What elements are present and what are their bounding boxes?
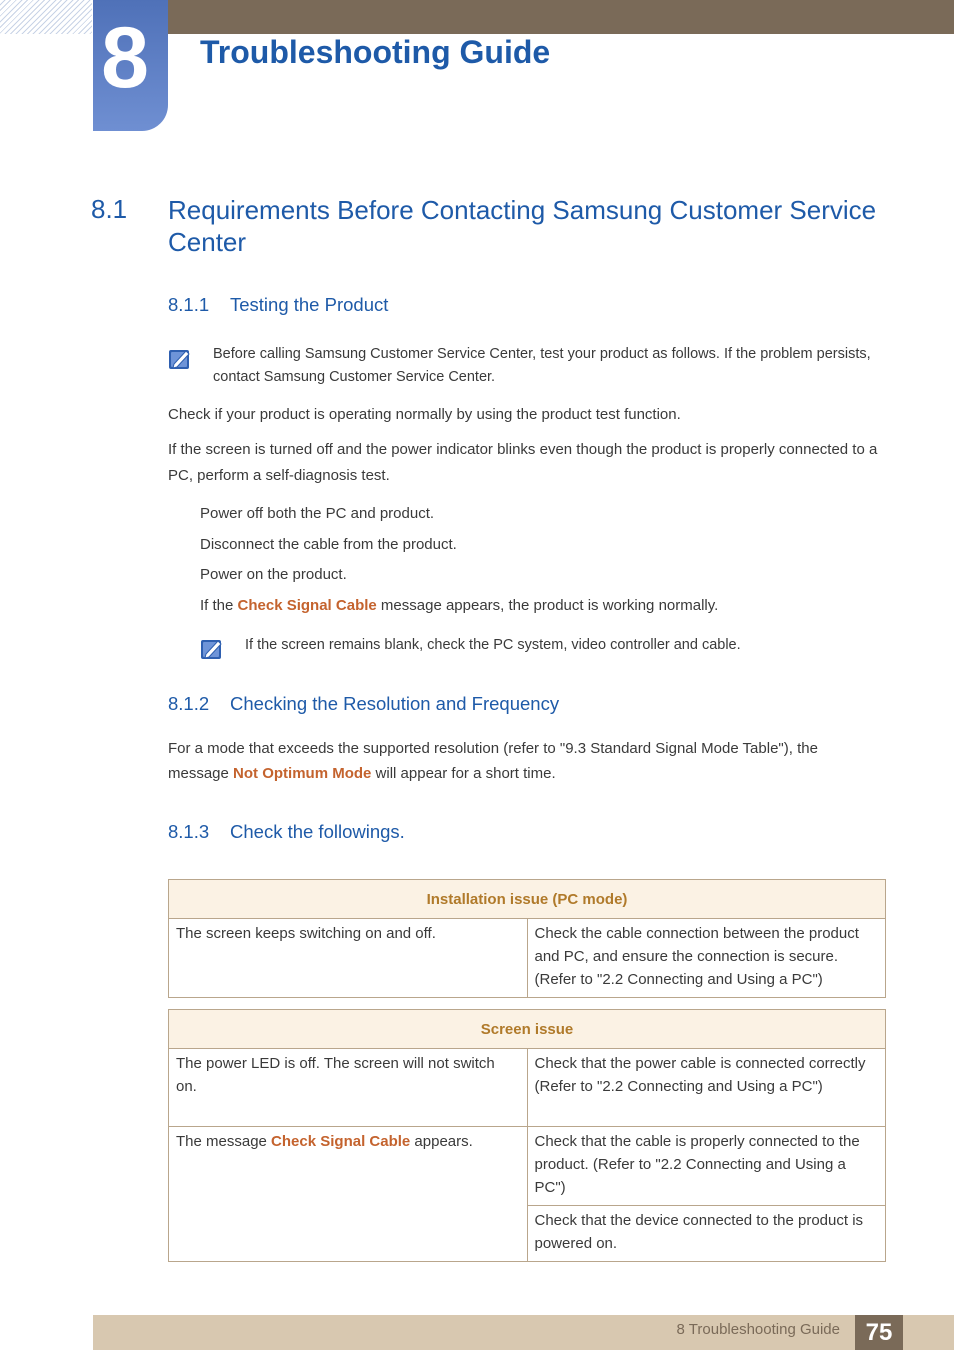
subsection-number: 8.1.3 xyxy=(168,821,210,842)
installation-issue-table xyxy=(168,879,886,998)
table-row xyxy=(169,919,886,998)
step-text: message appears, the product is working normally. xyxy=(376,597,719,614)
paragraph-text: For a mode that exceeds the supported resolution (refer to "9.3 Standard Signal Mode Table"), the message xyxy=(168,740,818,782)
solution-cell: Check that the power cable is connected correctly (Refer to "2.2 Connecting and Using a PC") xyxy=(527,1049,886,1127)
issue-text: appears. xyxy=(410,1133,473,1150)
section-number: 8.1 xyxy=(91,194,128,224)
highlight-term: Not Optimum Mode xyxy=(233,765,372,782)
section-title: Requirements Before Contacting Samsung Customer Service Center xyxy=(168,195,877,257)
solution-cell: Check that the device connected to the product is powered on. xyxy=(527,1206,886,1262)
solution-cell: Check the cable connection between the product and PC, and ensure the connection is secure. (Refer to "2.2 Connecting and Using a PC") xyxy=(527,919,886,998)
highlight-term: Check Signal Cable xyxy=(271,1133,411,1150)
note-pencil-icon xyxy=(168,347,192,371)
chapter-title: Troubleshooting Guide xyxy=(200,34,551,70)
corner-hatch-decoration xyxy=(0,0,92,34)
subsection-number: 8.1.2 xyxy=(168,693,210,714)
issue-cell: The screen keeps switching on and off. xyxy=(169,919,528,998)
step-item: Power off both the PC and product. xyxy=(200,505,435,522)
subsection-heading-followings xyxy=(168,821,405,843)
subsection-title: Checking the Resolution and Frequency xyxy=(230,693,560,714)
footer-chapter-label: 8 Troubleshooting Guide xyxy=(676,1321,840,1338)
solution-cell: Check that the cable is properly connected to the product. (Refer to "2.2 Connecting and Using a PC") xyxy=(527,1127,886,1206)
paragraph-text: will appear for a short time. xyxy=(371,765,556,782)
header-bar xyxy=(168,0,954,34)
table-row xyxy=(169,1049,886,1127)
page-number: 75 xyxy=(855,1315,903,1350)
subsection-heading-resolution xyxy=(168,693,559,715)
subsection-number: 8.1.1 xyxy=(168,294,210,315)
chapter-number: 8 xyxy=(101,10,149,106)
paragraph: If the screen is turned off and the power indicator blinks even though the product is properly connected to a PC, perform a self-diagnosis test. xyxy=(168,441,878,484)
screen-issue-table xyxy=(168,1009,886,1262)
paragraph xyxy=(168,736,868,786)
note-text: If the screen remains blank, check the PC system, video controller and cable. xyxy=(245,637,741,653)
paragraph: Check if your product is operating normally by using the product test function. xyxy=(168,406,681,423)
step-item xyxy=(200,593,890,618)
subsection-title: Testing the Product xyxy=(230,294,389,315)
table-header: Screen issue xyxy=(169,1010,886,1049)
subsection-heading-testing xyxy=(168,294,388,316)
step-item: Power on the product. xyxy=(200,566,347,583)
note-text: Before calling Samsung Customer Service Center, test your product as follows. If the problem persists, contact Samsung Customer Service Center. xyxy=(213,346,871,385)
step-item: Disconnect the cable from the product. xyxy=(200,536,457,553)
step-text: If the xyxy=(200,597,238,614)
table-header: Installation issue (PC mode) xyxy=(169,880,886,919)
table-row xyxy=(169,1127,886,1206)
issue-text: The message xyxy=(176,1133,272,1150)
issue-cell: The power LED is off. The screen will not switch on. xyxy=(169,1049,528,1127)
subsection-title: Check the followings. xyxy=(230,821,405,842)
issue-cell xyxy=(169,1127,528,1262)
highlight-term: Check Signal Cable xyxy=(237,597,377,614)
note-pencil-icon xyxy=(200,637,224,661)
